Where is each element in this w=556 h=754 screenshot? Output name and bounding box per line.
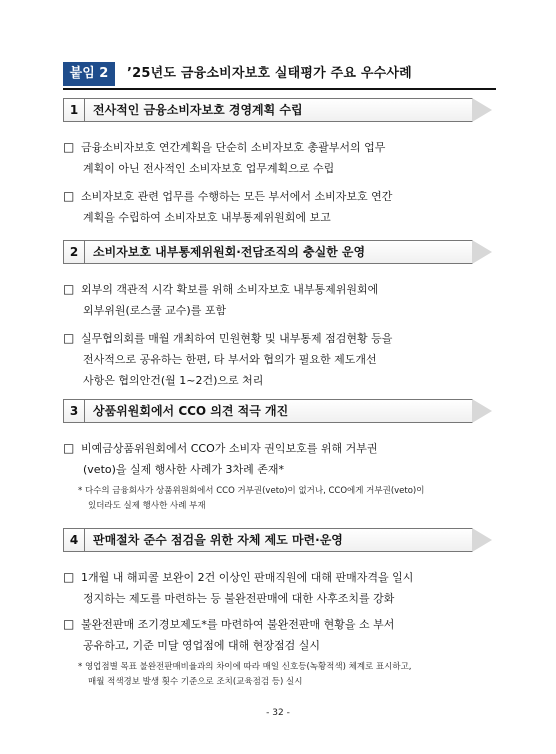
section-number: 2: [64, 241, 85, 263]
item-line: 전사적으로 공유하는 한편, 타 부서와 협의가 필요한 제도개선: [83, 353, 377, 366]
footnote: [78, 660, 498, 690]
bullet-item: [63, 279, 493, 321]
section-title: 소비자보호 내부통제위원회·전담조직의 충실한 운영: [93, 245, 366, 259]
section-heading-1: [63, 98, 473, 122]
footnote-line: 매월 적색경보 발생 횟수 기준으로 조치(교육점검 등) 실시: [88, 677, 303, 687]
page-number: - 32 -: [266, 708, 290, 718]
item-line: 외부위원(로스쿨 교수)를 포함: [83, 304, 227, 317]
page-title: ’25년도 금융소비자보호 실태평가 주요 우수사례: [127, 66, 412, 81]
item-line: 계획이 아닌 전사적인 소비자보호 업무계획으로 수립: [83, 162, 335, 175]
item-line: 사항은 협의안건(월 1~2건)으로 처리: [83, 374, 264, 387]
checkbox-bullet-icon: □: [63, 282, 75, 296]
checkbox-bullet-icon: □: [63, 617, 75, 631]
section-heading-2: [63, 240, 473, 264]
bullet-item: [63, 137, 493, 179]
item-line: 소비자보호 관련 업무를 수행하는 모든 부서에서 소비자보호 연간: [81, 190, 393, 203]
checkbox-bullet-icon: □: [63, 570, 75, 584]
checkbox-bullet-icon: □: [63, 331, 75, 345]
item-line: 1개월 내 해피콜 보완이 2건 이상인 판매직원에 대해 판매자격을 일시: [81, 571, 414, 584]
attachment-badge: 붙임 2: [63, 62, 115, 86]
item-line: 공유하고, 기준 미달 영업점에 대해 현장점검 실시: [83, 639, 320, 652]
section-heading-4: [63, 528, 473, 552]
bullet-item: [63, 186, 493, 228]
section-title: 판매절차 준수 점검을 위한 자체 제도 마련·운영: [93, 533, 343, 547]
item-line: 계획을 수립하여 소비자보호 내부통제위원회에 보고: [83, 211, 331, 224]
section-heading-3: [63, 399, 473, 423]
checkbox-bullet-icon: □: [63, 441, 75, 455]
section-number: 1: [64, 99, 85, 121]
footnote-line: 있더라도 실제 행사한 사례 부재: [88, 501, 206, 511]
item-line: 정지하는 제도를 마련하는 등 불완전판매에 대한 사후조치를 강화: [83, 592, 395, 605]
checkbox-bullet-icon: □: [63, 140, 75, 154]
bullet-item: [63, 438, 493, 480]
bullet-item: [63, 614, 493, 656]
checkbox-bullet-icon: □: [63, 189, 75, 203]
item-line: 불완전판매 조기경보제도*를 마련하여 불완전판매 현황을 소 부서: [81, 618, 395, 631]
item-line: 실무협의회를 매월 개최하여 민원현황 및 내부통제 점검현황 등을: [81, 332, 393, 345]
section-number: 3: [64, 400, 85, 422]
footnote: [78, 484, 498, 514]
bullet-item: [63, 328, 493, 391]
section-number: 4: [64, 529, 85, 551]
footnote-line: * 다수의 금융회사가 상품위원회에서 CCO 거부권(veto)이 없거나, CCO에게 거부권(veto)이: [78, 486, 425, 496]
page-header: [63, 58, 496, 90]
item-line: 외부의 객관적 시각 확보를 위해 소비자보호 내부통제위원회에: [81, 283, 379, 296]
item-line: 금융소비자보호 연간계획을 단순히 소비자보호 총괄부서의 업무: [81, 141, 386, 154]
section-title: 전사적인 금융소비자보호 경영계획 수립: [93, 103, 303, 117]
section-title: 상품위원회에서 CCO 의견 적극 개진: [93, 404, 289, 418]
footnote-line: * 영업점별 목표 불완전판매비율과의 차이에 따라 매일 신호등(녹황적색) 체계로 표시하고,: [78, 662, 412, 672]
item-line: (veto)을 실제 행사한 사례가 3차례 존재*: [83, 463, 285, 476]
bullet-item: [63, 567, 493, 609]
item-line: 비예금상품위원회에서 CCO가 소비자 권익보호를 위해 거부권: [81, 442, 378, 455]
